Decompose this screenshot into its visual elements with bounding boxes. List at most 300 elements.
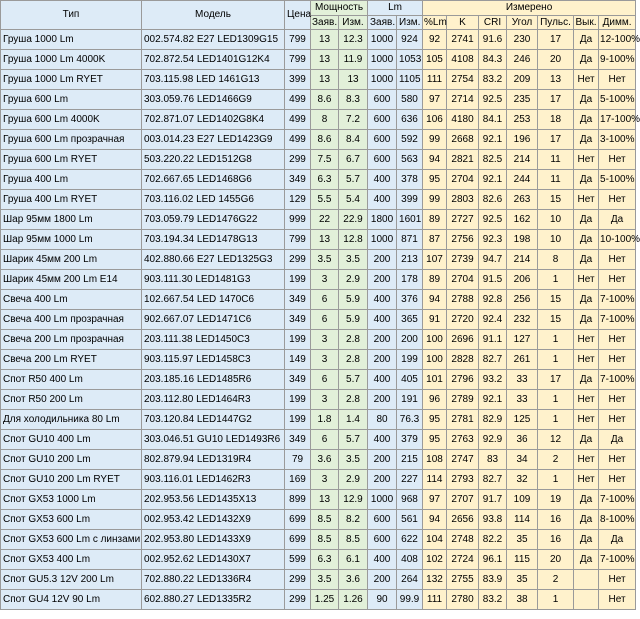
cell-dimm: Нет [599,410,636,430]
cell-angle: 256 [507,290,538,310]
cell-cri: 82.7 [479,470,507,490]
cell-cri: 83 [479,450,507,470]
cell-type: Груша 600 Lm прозрачная [1,130,142,150]
cell-power-measured: 3.5 [339,250,368,270]
cell-cri: 84.1 [479,110,507,130]
cell-lm-declared: 200 [368,330,397,350]
cell-angle: 35 [507,530,538,550]
cell-pulse: 2 [538,450,574,470]
cell-lm-measured: 1053 [397,50,423,70]
cell-price: 599 [285,550,311,570]
cell-angle: 246 [507,50,538,70]
cell-power-measured: 7.2 [339,110,368,130]
cell-cri: 83.9 [479,570,507,590]
cell-lm-measured: 1105 [397,70,423,90]
cell-cri: 96.1 [479,550,507,570]
cell-lm-declared: 1000 [368,490,397,510]
cell-lm-declared: 600 [368,150,397,170]
cell-type: Груша 400 Lm RYET [1,190,142,210]
cell-lm-measured: 580 [397,90,423,110]
cell-k: 2763 [447,430,479,450]
cell-switch: Нет [574,190,599,210]
cell-model: 402.880.66 E27 LED1325G3 [142,250,285,270]
cell-power-declared: 5.5 [311,190,339,210]
cell-price: 79 [285,450,311,470]
cell-power-declared: 8.6 [311,90,339,110]
cell-angle: 235 [507,90,538,110]
cell-pct-lm: 92 [423,30,447,50]
cell-pulse: 10 [538,210,574,230]
cell-power-measured: 5.7 [339,370,368,390]
cell-angle: 214 [507,150,538,170]
cell-k: 4108 [447,50,479,70]
cell-cri: 92.3 [479,230,507,250]
header-pct-lm: %Lm [424,17,447,28]
cell-lm-declared: 600 [368,510,397,530]
table-body [1,30,640,610]
cell-lm-measured: 871 [397,230,423,250]
cell-lm-declared: 400 [368,550,397,570]
cell-k: 2656 [447,510,479,530]
cell-model: 203.112.80 LED1464R3 [142,390,285,410]
cell-k: 2704 [447,270,479,290]
table-row [1,490,636,510]
cell-angle: 232 [507,310,538,330]
cell-pct-lm: 99 [423,130,447,150]
cell-power-declared: 8.5 [311,510,339,530]
cell-switch: Нет [574,450,599,470]
cell-dimm: Нет [599,350,636,370]
cell-k: 2780 [447,590,479,610]
cell-lm-declared: 400 [368,310,397,330]
cell-pct-lm: 104 [423,530,447,550]
cell-pct-lm: 89 [423,270,447,290]
cell-power-measured: 1.26 [339,590,368,610]
cell-power-measured: 1.4 [339,410,368,430]
cell-type: Спот GU10 200 Lm [1,450,142,470]
cell-cri: 82.7 [479,350,507,370]
cell-model: 303.046.51 GU10 LED1493R6 [142,430,285,450]
cell-price: 349 [285,170,311,190]
cell-type: Шар 95мм 1000 Lm [1,230,142,250]
cell-power-measured: 5.9 [339,290,368,310]
table-row [1,550,636,570]
table-row [1,250,636,270]
cell-model: 002.953.42 LED1432X9 [142,510,285,530]
cell-type: Груша 600 Lm [1,90,142,110]
table-row [1,270,636,290]
cell-type: Спот GU4 12V 90 Lm [1,590,142,610]
cell-power-declared: 1.25 [311,590,339,610]
cell-power-declared: 6 [311,310,339,330]
cell-price: 299 [285,570,311,590]
cell-cri: 82.2 [479,530,507,550]
cell-dimm: 7-100% [599,370,636,390]
cell-lm-declared: 600 [368,530,397,550]
cell-power-measured: 2.8 [339,390,368,410]
cell-pct-lm: 114 [423,470,447,490]
cell-power-declared: 3 [311,470,339,490]
cell-switch: Да [574,370,599,390]
cell-switch: Да [574,110,599,130]
cell-price: 799 [285,230,311,250]
cell-lm-declared: 200 [368,450,397,470]
cell-cri: 82.5 [479,150,507,170]
header-angle: Угол [507,16,538,30]
cell-pulse: 17 [538,130,574,150]
cell-type: Груша 1000 Lm [1,30,142,50]
table-row [1,530,636,550]
cell-type: Груша 600 Lm 4000K [1,110,142,130]
cell-switch: Да [574,130,599,150]
cell-pulse: 2 [538,570,574,590]
table-row [1,230,636,250]
cell-power-measured: 3.5 [339,450,368,470]
cell-cri: 92.4 [479,310,507,330]
cell-lm-declared: 200 [368,350,397,370]
table-row [1,130,636,150]
cell-pct-lm: 95 [423,430,447,450]
cell-model: 503.220.22 LED1512G8 [142,150,285,170]
table-row [1,310,636,330]
table-row [1,410,636,430]
cell-lm-measured: 924 [397,30,423,50]
cell-price: 199 [285,270,311,290]
cell-pct-lm: 100 [423,330,447,350]
cell-type: Спот GX53 400 Lm [1,550,142,570]
cell-pct-lm: 97 [423,90,447,110]
cell-switch: Да [574,550,599,570]
cell-pulse: 1 [538,350,574,370]
cell-price: 499 [285,130,311,150]
cell-model: 903.111.30 LED1481G3 [142,270,285,290]
cell-pulse: 11 [538,150,574,170]
cell-price: 899 [285,490,311,510]
cell-cri: 92.5 [479,210,507,230]
cell-power-declared: 8.6 [311,130,339,150]
cell-dimm: 5-100% [599,90,636,110]
cell-pulse: 1 [538,390,574,410]
cell-switch: Да [574,510,599,530]
cell-power-measured: 8.3 [339,90,368,110]
cell-pct-lm: 96 [423,390,447,410]
header-power-measured: Изм. [339,16,368,30]
cell-k: 2755 [447,570,479,590]
cell-pulse: 11 [538,170,574,190]
table-row [1,30,636,50]
cell-pulse: 10 [538,230,574,250]
cell-model: 703.059.79 LED1476G22 [142,210,285,230]
cell-cri: 92.8 [479,290,507,310]
table-row [1,510,636,530]
cell-angle: 206 [507,270,538,290]
table-row [1,450,636,470]
table-row [1,390,636,410]
cell-angle: 34 [507,450,538,470]
cell-lm-measured: 563 [397,150,423,170]
cell-lm-measured: 200 [397,330,423,350]
cell-switch: Нет [574,330,599,350]
cell-k: 2741 [447,30,479,50]
cell-angle: 261 [507,350,538,370]
cell-lm-declared: 200 [368,270,397,290]
cell-pulse: 15 [538,190,574,210]
cell-switch: Да [574,210,599,230]
cell-power-declared: 13 [311,50,339,70]
cell-switch: Да [574,90,599,110]
cell-dimm: Нет [599,470,636,490]
cell-type: Груша 600 Lm RYET [1,150,142,170]
cell-type: Шарик 45мм 200 Lm E14 [1,270,142,290]
cell-model: 902.667.07 LED1471C6 [142,310,285,330]
cell-angle: 244 [507,170,538,190]
cell-price: 199 [285,330,311,350]
cell-lm-measured: 365 [397,310,423,330]
cell-pulse: 19 [538,490,574,510]
cell-power-measured: 2.8 [339,350,368,370]
cell-lm-measured: 213 [397,250,423,270]
cell-angle: 109 [507,490,538,510]
cell-model: 703.120.84 LED1447G2 [142,410,285,430]
cell-switch: Нет [574,390,599,410]
cell-power-measured: 5.9 [339,310,368,330]
cell-price: 499 [285,90,311,110]
cell-lm-measured: 99.9 [397,590,423,610]
cell-model: 602.880.27 LED1335R2 [142,590,285,610]
cell-price: 799 [285,50,311,70]
cell-power-declared: 1.8 [311,410,339,430]
cell-cri: 83.2 [479,590,507,610]
cell-pct-lm: 99 [423,190,447,210]
cell-pct-lm: 108 [423,450,447,470]
cell-price: 349 [285,430,311,450]
cell-power-measured: 3.6 [339,570,368,590]
cell-type: Шарик 45мм 200 Lm [1,250,142,270]
cell-power-declared: 8.5 [311,530,339,550]
cell-type: Спот GU10 200 Lm RYET [1,470,142,490]
cell-pct-lm: 111 [423,70,447,90]
cell-power-measured: 12.8 [339,230,368,250]
table-row [1,590,636,610]
cell-power-declared: 22 [311,210,339,230]
cell-model: 702.667.65 LED1468G6 [142,170,285,190]
cell-lm-measured: 636 [397,110,423,130]
cell-k: 4180 [447,110,479,130]
cell-type: Груша 400 Lm [1,170,142,190]
cell-lm-measured: 405 [397,370,423,390]
cell-k: 2748 [447,530,479,550]
cell-type: Спот GU5.3 12V 200 Lm [1,570,142,590]
cell-k: 2793 [447,470,479,490]
cell-price: 199 [285,410,311,430]
cell-power-measured: 2.9 [339,270,368,290]
cell-price: 399 [285,70,311,90]
cell-switch: Нет [574,270,599,290]
cell-angle: 38 [507,590,538,610]
cell-pulse: 1 [538,590,574,610]
cell-model: 903.116.01 LED1462R3 [142,470,285,490]
cell-lm-measured: 264 [397,570,423,590]
cell-angle: 36 [507,430,538,450]
cell-lm-measured: 1601 [397,210,423,230]
cell-pct-lm: 107 [423,250,447,270]
cell-k: 2781 [447,410,479,430]
cell-price: 199 [285,390,311,410]
cell-type: Спот R50 200 Lm [1,390,142,410]
cell-type: Свеча 200 Lm RYET [1,350,142,370]
cell-price: 349 [285,290,311,310]
cell-switch: Да [574,170,599,190]
cell-power-measured: 22.9 [339,210,368,230]
cell-lm-declared: 200 [368,570,397,590]
cell-cri: 92.1 [479,130,507,150]
cell-pulse: 15 [538,290,574,310]
cell-pct-lm: 106 [423,110,447,130]
cell-pulse: 13 [538,70,574,90]
cell-power-declared: 3 [311,330,339,350]
cell-dimm: Нет [599,330,636,350]
cell-model: 203.111.38 LED1450C3 [142,330,285,350]
cell-dimm: Нет [599,70,636,90]
cell-lm-measured: 378 [397,170,423,190]
cell-lm-measured: 622 [397,530,423,550]
cell-switch: Нет [574,470,599,490]
cell-angle: 33 [507,390,538,410]
cell-model: 202.953.56 LED1435X13 [142,490,285,510]
cell-model: 203.185.16 LED1485R6 [142,370,285,390]
cell-pulse: 16 [538,510,574,530]
cell-cri: 93.2 [479,370,507,390]
cell-dimm: Нет [599,390,636,410]
cell-dimm: 7-100% [599,490,636,510]
cell-cri: 92.1 [479,170,507,190]
table-row [1,290,636,310]
cell-lm-declared: 90 [368,590,397,610]
cell-cri: 91.6 [479,30,507,50]
cell-pulse: 20 [538,50,574,70]
cell-power-declared: 8 [311,110,339,130]
cell-cri: 82.6 [479,190,507,210]
cell-angle: 214 [507,250,538,270]
cell-lm-measured: 215 [397,450,423,470]
cell-cri: 92.5 [479,90,507,110]
cell-type: Груша 1000 Lm 4000K [1,50,142,70]
cell-k: 2739 [447,250,479,270]
cell-cri: 91.5 [479,270,507,290]
cell-pulse: 17 [538,370,574,390]
cell-power-declared: 3 [311,270,339,290]
cell-angle: 230 [507,30,538,50]
cell-power-measured: 6.7 [339,150,368,170]
cell-pct-lm: 94 [423,150,447,170]
cell-model: 703.116.02 LED 1455G6 [142,190,285,210]
cell-price: 699 [285,530,311,550]
cell-k: 2668 [447,130,479,150]
cell-k: 2796 [447,370,479,390]
cell-cri: 92.1 [479,390,507,410]
cell-power-measured: 5.7 [339,170,368,190]
cell-dimm: Нет [599,450,636,470]
cell-k: 2821 [447,150,479,170]
table-row [1,50,636,70]
cell-power-declared: 3.5 [311,250,339,270]
header-type: Тип [1,1,142,30]
cell-lm-declared: 200 [368,470,397,490]
cell-k: 2714 [447,90,479,110]
cell-dimm: Нет [599,250,636,270]
cell-lm-declared: 400 [368,370,397,390]
cell-lm-declared: 400 [368,170,397,190]
header-k: K [447,16,479,30]
cell-lm-declared: 1000 [368,30,397,50]
cell-power-declared: 3.5 [311,570,339,590]
header-dimm: Димм. [599,16,636,30]
header-measured-group: Измерено [423,1,636,16]
table-row [1,150,636,170]
cell-pct-lm: 100 [423,350,447,370]
cell-lm-declared: 1000 [368,70,397,90]
cell-lm-declared: 80 [368,410,397,430]
cell-model: 303.059.76 LED1466G9 [142,90,285,110]
cell-switch: Да [574,50,599,70]
cell-pct-lm: 101 [423,370,447,390]
cell-lm-measured: 399 [397,190,423,210]
cell-pulse: 17 [538,30,574,50]
cell-angle: 263 [507,190,538,210]
cell-pulse: 12 [538,430,574,450]
cell-price: 299 [285,150,311,170]
cell-pct-lm: 94 [423,290,447,310]
table-row [1,430,636,450]
cell-power-declared: 13 [311,490,339,510]
cell-power-declared: 3.6 [311,450,339,470]
cell-power-measured: 13 [339,70,368,90]
cell-cri: 91.7 [479,490,507,510]
cell-type: Свеча 400 Lm прозрачная [1,310,142,330]
table-row [1,370,636,390]
cell-price: 129 [285,190,311,210]
cell-angle: 196 [507,130,538,150]
header-switch: Вык. [575,17,597,28]
table-row [1,210,636,230]
cell-price: 349 [285,310,311,330]
cell-pct-lm: 91 [423,310,447,330]
cell-angle: 32 [507,470,538,490]
cell-k: 2803 [447,190,479,210]
cell-model: 002.574.82 E27 LED1309G15 [142,30,285,50]
cell-pulse: 1 [538,270,574,290]
cell-price: 699 [285,510,311,530]
cell-type: Шар 95мм 1800 Lm [1,210,142,230]
cell-dimm: 8-100% [599,510,636,530]
cell-angle: 162 [507,210,538,230]
cell-power-declared: 6 [311,290,339,310]
cell-price: 299 [285,590,311,610]
cell-cri: 94.7 [479,250,507,270]
cell-model: 703.194.34 LED1478G13 [142,230,285,250]
cell-angle: 209 [507,70,538,90]
table-row [1,330,636,350]
cell-switch: Нет [574,350,599,370]
header-power-declared: Заяв. [312,17,338,28]
cell-dimm: 12-100% [599,30,636,50]
cell-dimm: Нет [599,150,636,170]
cell-lm-measured: 191 [397,390,423,410]
cell-pulse: 16 [538,530,574,550]
cell-model: 702.871.07 LED1402G8K4 [142,110,285,130]
cell-switch: Да [574,310,599,330]
cell-dimm: Да [599,530,636,550]
